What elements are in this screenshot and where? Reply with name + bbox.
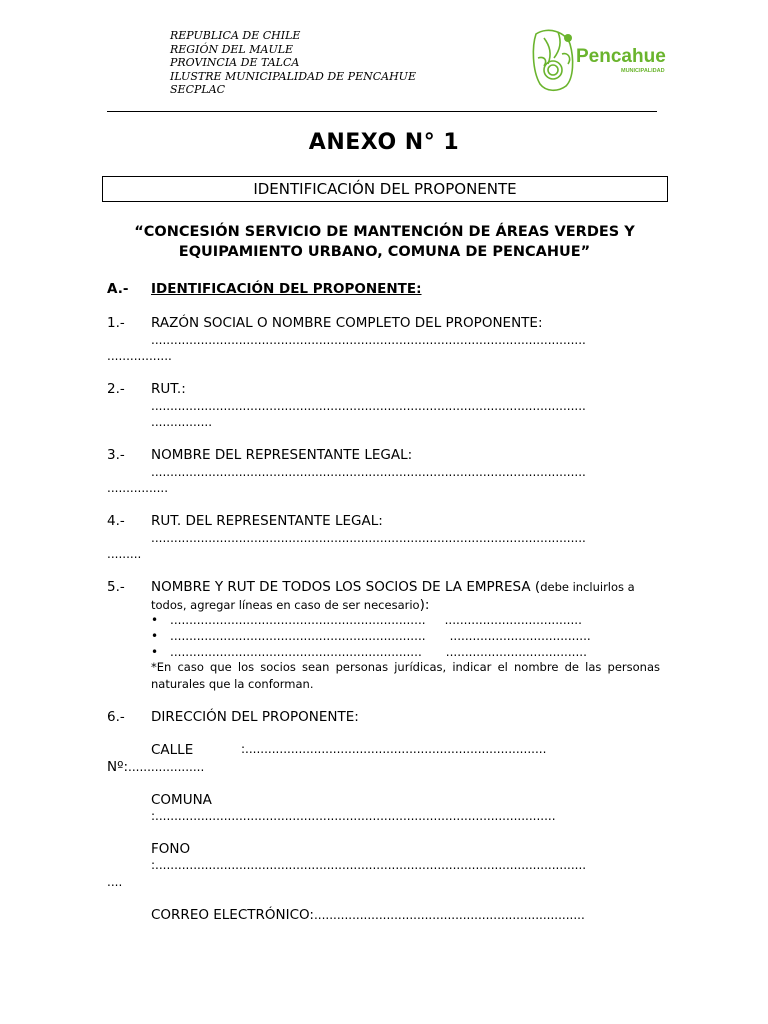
logo-subtitle-text: MUNICIPALIDAD bbox=[621, 68, 665, 74]
item-6-label: DIRECCIÓN DEL PROPONENTE: bbox=[151, 709, 359, 725]
header-line-municipality: ILUSTRE MUNICIPALIDAD DE PENCAHUE bbox=[170, 69, 416, 83]
bullet-icon: • bbox=[151, 645, 159, 659]
item-6-number: 6.- bbox=[107, 709, 125, 725]
partner-bullet-3 bbox=[151, 645, 587, 659]
header-line-country: REPUBLICA DE CHILE bbox=[170, 29, 301, 42]
partner-2-rut-field[interactable]: ..................................... bbox=[449, 629, 591, 643]
concession-title-line-2: EQUIPAMIENTO URBANO, COMUNA DE PENCAHUE” bbox=[178, 244, 591, 260]
phone-field-tail[interactable]: .... bbox=[107, 875, 123, 889]
item-3-fill-line[interactable]: .................................................................................................................. bbox=[151, 465, 586, 479]
partner-bullet-1 bbox=[151, 613, 582, 627]
item-5-label: NOMBRE Y RUT DE TODOS LOS SOCIOS DE LA EMPRESA ( bbox=[151, 579, 541, 595]
item-2-label: RUT.: bbox=[151, 381, 186, 397]
item-2-number: 2.- bbox=[107, 381, 125, 397]
pencahue-logo bbox=[528, 24, 668, 96]
item-4-number: 4.- bbox=[107, 513, 125, 529]
header-line-department: SECPLAC bbox=[170, 83, 226, 97]
phone-label: FONO bbox=[151, 841, 191, 857]
street-number-row bbox=[107, 759, 204, 775]
item-5-footnote-line-2: naturales que la conforman. bbox=[151, 677, 314, 691]
partner-3-rut-field[interactable]: ..................................... bbox=[445, 645, 587, 659]
header-line-region: REGIÓN DEL MAULE bbox=[170, 42, 294, 56]
item-3-fill-tail[interactable]: ................ bbox=[107, 481, 169, 495]
email-row bbox=[151, 907, 585, 923]
item-5-note-close: ): bbox=[419, 597, 430, 613]
header-line-province: PROVINCIA DE TALCA bbox=[170, 56, 300, 70]
partner-3-name-field[interactable]: .................................................................. bbox=[170, 645, 422, 659]
item-2-fill-tail[interactable]: ................ bbox=[151, 415, 213, 429]
partner-bullet-2 bbox=[151, 629, 591, 643]
partner-1-rut-field[interactable]: .................................... bbox=[444, 613, 582, 627]
street-number-field[interactable]: .................... bbox=[128, 760, 205, 774]
item-5-note-text: todos, agregar líneas en caso de ser necesario bbox=[151, 598, 420, 612]
email-field[interactable]: ....................................................................... bbox=[313, 908, 585, 922]
bullet-icon: • bbox=[151, 629, 159, 643]
item-5-number: 5.- bbox=[107, 579, 125, 595]
section-a-heading: IDENTIFICACIÓN DEL PROPONENTE: bbox=[151, 281, 422, 297]
header-divider bbox=[107, 111, 657, 112]
section-a-number: A.- bbox=[107, 281, 129, 297]
commune-field[interactable]: :......................................................................................................... bbox=[151, 809, 556, 823]
partner-2-name-field[interactable]: ................................................................... bbox=[170, 629, 426, 643]
item-1-fill-line[interactable]: .................................................................................................................. bbox=[151, 333, 586, 347]
page-title: ANEXO N° 1 bbox=[308, 130, 460, 155]
item-5-note-line-2 bbox=[151, 597, 429, 613]
partner-1-name-field[interactable]: ................................................................... bbox=[170, 613, 426, 627]
item-5-note-inline: debe incluirlos a bbox=[540, 580, 635, 594]
commune-label: COMUNA bbox=[151, 792, 212, 808]
item-5-heading bbox=[151, 579, 661, 595]
email-label: CORREO ELECTRÓNICO: bbox=[151, 907, 314, 923]
street-field[interactable]: :............................................................................... bbox=[241, 742, 547, 756]
header-address-block bbox=[170, 29, 416, 97]
concession-title-line-1: “CONCESIÓN SERVICIO DE MANTENCIÓN DE ÁREAS VERDES Y bbox=[134, 224, 635, 240]
street-label: CALLE bbox=[151, 742, 194, 758]
bullet-icon: • bbox=[151, 613, 159, 627]
section-title-box: IDENTIFICACIÓN DEL PROPONENTE bbox=[102, 176, 668, 202]
item-1-number: 1.- bbox=[107, 315, 125, 331]
item-1-label: RAZÓN SOCIAL O NOMBRE COMPLETO DEL PROPONENTE: bbox=[151, 315, 543, 331]
item-1-fill-tail[interactable]: ................. bbox=[107, 349, 172, 363]
concession-title bbox=[107, 222, 662, 262]
item-3-label: NOMBRE DEL REPRESENTANTE LEGAL: bbox=[151, 447, 413, 463]
item-3-number: 3.- bbox=[107, 447, 125, 463]
item-4-fill-tail[interactable]: ......... bbox=[107, 547, 142, 561]
item-4-label: RUT. DEL REPRESENTANTE LEGAL: bbox=[151, 513, 383, 529]
street-number-label: Nº: bbox=[107, 759, 129, 775]
item-5-footnote-line-1: *En caso que los socios sean personas jurídicas, indicar el nombre de las personas bbox=[151, 660, 660, 674]
item-2-fill-line[interactable]: .................................................................................................................. bbox=[151, 399, 586, 413]
phone-field[interactable]: :................................................................................................................. bbox=[151, 858, 587, 872]
item-4-fill-line[interactable]: .................................................................................................................. bbox=[151, 531, 586, 545]
logo-name-text: Pencahue bbox=[576, 46, 666, 67]
